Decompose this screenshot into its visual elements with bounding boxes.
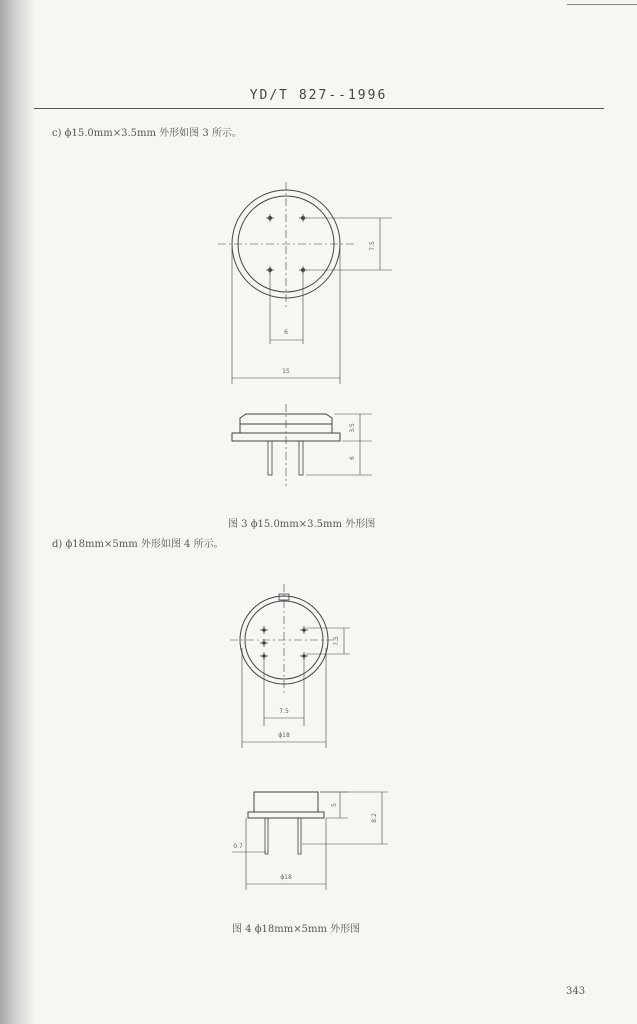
fig4-side-base	[248, 812, 324, 818]
fig4-dim-width: ϕ18	[278, 732, 290, 739]
fig4-side-body	[254, 792, 318, 812]
fig3-dim-pin-length: 6	[349, 456, 356, 460]
fig4-pin-left	[265, 818, 268, 854]
standard-code: YD/T 827--1996	[249, 88, 388, 103]
fig3-dim-body-height: 3.5	[349, 423, 356, 433]
paragraph-c: c) ϕ15.0mm×3.5mm 外形如图 3 所示。	[52, 128, 242, 139]
fig4-dim-pin-diameter: 0.7	[233, 843, 243, 850]
page-number: 343	[566, 986, 586, 997]
fig4-dim-total-height: 8.2	[371, 813, 378, 823]
paragraph-d: d) ϕ18mm×5mm 外形如图 4 所示。	[52, 539, 224, 550]
fig3-dim-pin-spacing: 6	[284, 329, 288, 336]
fig4-dim-pin-spacing: 7.5	[279, 708, 289, 715]
fig4-pin-right	[298, 818, 301, 854]
fig3-dim-height-right: 7.5	[369, 241, 376, 251]
fig4-dim-base-width: ϕ18	[280, 874, 292, 881]
fig4-dim-height-right: 7.5	[333, 636, 340, 646]
figure-3-caption: 图 3 ϕ15.0mm×3.5mm 外形图	[228, 519, 376, 530]
figure-4-caption: 图 4 ϕ18mm×5mm 外形图	[232, 924, 361, 935]
fig4-dim-body-height: 5	[331, 803, 338, 807]
fig3-dim-width: 15	[282, 368, 290, 375]
